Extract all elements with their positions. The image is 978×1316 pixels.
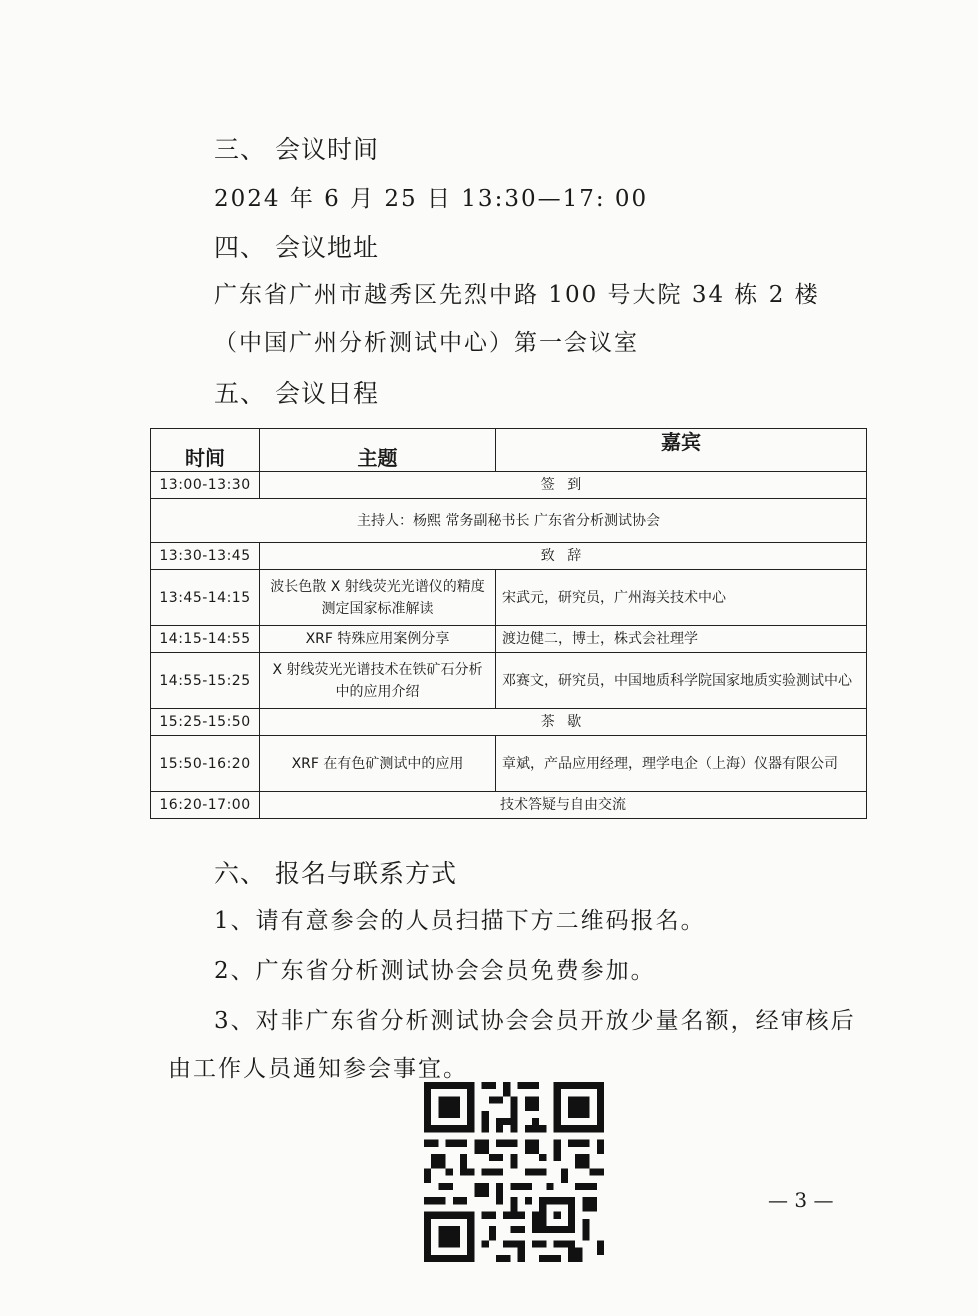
host-info: 主持人：杨熙 常务副秘书长 广东省分析测试协会 [151,499,867,543]
address-line-1: 广东省广州市越秀区先烈中路 100 号大院 34 栋 2 楼 [214,282,820,308]
row-topic: 波长色散 X 射线荧光光谱仪的精度测定国家标准解读 [260,570,496,626]
address-line-2: （中国广州分析测试中心）第一会议室 [214,330,639,356]
row-guest: 宋武元，研究员，广州海关技术中心 [496,570,867,626]
row-guest: 渡边健二，博士，株式会社理学 [496,626,867,653]
registration-item-3-line-2: 由工作人员通知参会事宜。 [168,1056,468,1082]
registration-qr-code[interactable] [424,1082,604,1262]
row-time: 14:15-14:55 [151,626,260,653]
table-row [151,570,867,626]
section-5-heading: 五、 会议日程 [214,379,379,408]
table-row [151,653,867,709]
page-number: — 3 — [768,1188,834,1212]
header-time: 时间 [151,429,260,472]
table-row [151,499,867,543]
table-row [151,709,867,736]
row-topic: XRF 特殊应用案例分享 [260,626,496,653]
schedule-table [150,428,867,819]
table-row [151,626,867,653]
row-time: 13:30-13:45 [151,543,260,570]
row-time: 13:45-14:15 [151,570,260,626]
header-topic: 主题 [260,429,496,472]
row-time: 14:55-15:25 [151,653,260,709]
section-6-heading: 六、 报名与联系方式 [214,859,457,888]
row-activity: 致 辞 [260,543,867,570]
row-time: 13:00-13:30 [151,472,260,499]
row-activity: 茶 歇 [260,709,867,736]
row-time: 15:50-16:20 [151,736,260,792]
section-4-heading: 四、 会议地址 [214,233,379,262]
row-topic: XRF 在有色矿测试中的应用 [260,736,496,792]
header-guest: 嘉宾 [496,429,867,472]
row-topic: X 射线荧光光谱技术在铁矿石分析中的应用介绍 [260,653,496,709]
table-row [151,543,867,570]
section-3-heading: 三、 会议时间 [214,135,379,164]
meeting-time: 2024 年 6 月 25 日 13:30—17: 00 [214,186,649,212]
row-time: 16:20-17:00 [151,792,260,819]
table-row [151,792,867,819]
table-header-row [151,429,867,472]
row-activity: 签 到 [260,472,867,499]
registration-item-3-line-1: 3、对非广东省分析测试协会会员开放少量名额，经审核后 [214,1008,856,1034]
row-guest: 邓赛文，研究员，中国地质科学院国家地质实验测试中心 [496,653,867,709]
table-row [151,472,867,499]
registration-item-1: 1、请有意参会的人员扫描下方二维码报名。 [214,908,706,934]
registration-item-2: 2、广东省分析测试协会会员免费参加。 [214,958,656,984]
row-time: 15:25-15:50 [151,709,260,736]
row-activity: 技术答疑与自由交流 [260,792,867,819]
table-row [151,736,867,792]
row-guest: 章斌，产品应用经理，理学电企（上海）仪器有限公司 [496,736,867,792]
